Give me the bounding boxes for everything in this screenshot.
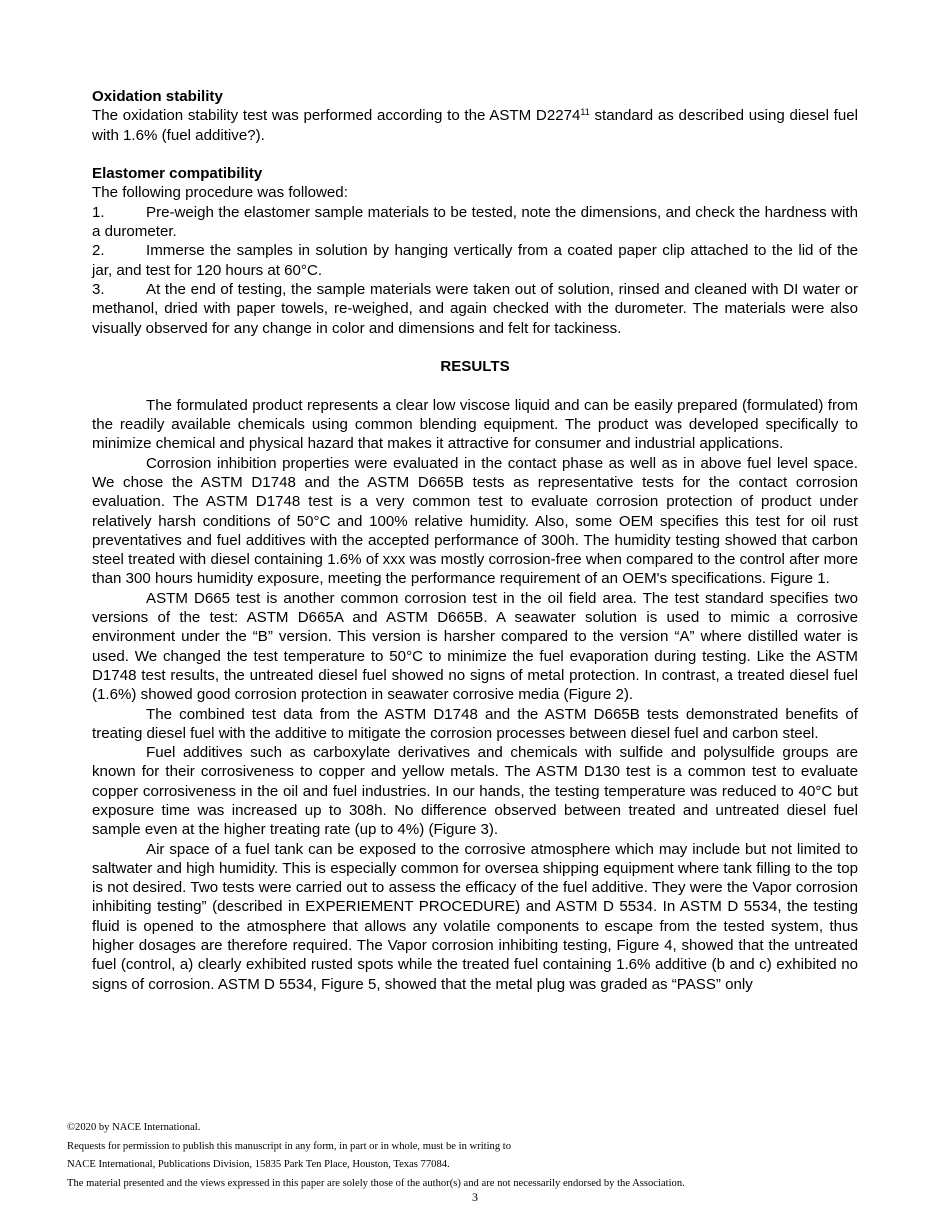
procedure-step <box>92 203 858 242</box>
section-heading-oxidation: Oxidation stability <box>92 88 223 105</box>
results-paragraph: Corrosion inhibition properties were evaluated in the contact phase as well as in above fuel level space. We chose the ASTM D1748 and the ASTM D665B tests as representative tests for the contact corrosion evaluation. The ASTM D1748 test is a very common test to evaluate corrosion protection of product under relatively harsh conditions of 50°C and 100% relative humidity. Also, some OEM specifies this test for oil rust preventatives and fuel additives with the accepted performance of 300h. The humidity testing showed that carbon steel treated with diesel containing 1.6% of xxx was mostly corrosion-free when compared to the control after more than 300 hours humidity exposure, meeting the performance requirement of an OEM's specifications. Figure 1. <box>92 454 858 588</box>
oxidation-paragraph <box>92 106 858 145</box>
footer-line: ©2020 by NACE International. <box>67 1122 201 1133</box>
main-text <box>92 87 858 994</box>
oxidation-text-end: standard as described using diesel fuel with 1.6% (fuel additive?). <box>92 107 858 144</box>
results-paragraph: ASTM D665 test is another common corrosion test in the oil field area. The test standard specifies two versions of the test: ASTM D665A and ASTM D665B. A seawater solution is used to mimic a corrosive environment under the “B” version. This version is harsher compared to the version “A” where distilled water is used. We changed the test temperature to 50°C to minimize the fuel evaporation during testing. Like the ASTM D1748 test results, the untreated diesel fuel showed no signs of metal protection. In contrast, a treated diesel fuel (1.6%) showed good corrosion protection in seawater corrosive media (Figure 2). <box>92 589 858 704</box>
step-text: Immerse the samples in solution by hanging vertically from a coated paper clip attached to the lid of the jar, and test for 120 hours at 60°C. <box>92 242 858 279</box>
footer-line: The material presented and the views expressed in this paper are solely those of the author(s) and are not necessarily endorsed by the Association. <box>67 1177 685 1189</box>
copyright-footer <box>67 1119 897 1193</box>
results-paragraph: The formulated product represents a clear low viscose liquid and can be easily prepared (formulated) from the readily available chemicals using common blending equipment. The product was developed specifically to minimize chemical and physical hazard that makes it attractive for consumer and industrial applications. <box>92 396 858 453</box>
oxidation-text: The oxidation stability test was performed according to the ASTM D2274 <box>92 107 581 125</box>
results-paragraph: Fuel additives such as carboxylate derivatives and chemicals with sulfide and polysulfide groups are known for their corrosiveness to copper and yellow metals. The ASTM D130 test is a common test to evaluate copper corrosiveness in the oil and fuel industries. In our hands, the testing temperature was reduced to 40°C but exposure time was increased up to 308h. No difference observed between treated and untreated diesel fuel sample even at the higher treating rate (up to 4%) (Figure 3). <box>92 744 858 839</box>
spacer <box>92 376 858 395</box>
results-paragraph: The combined test data from the ASTM D1748 and the ASTM D665B tests demonstrated benefits of treating diesel fuel with the additive to mitigate the corrosion processes between diesel fuel and carbon steel. <box>92 705 858 742</box>
spacer <box>92 145 858 164</box>
elastomer-intro: The following procedure was followed: <box>92 184 348 202</box>
page-number: 3 <box>472 1190 478 1204</box>
step-number: 2. <box>92 242 105 260</box>
results-paragraph: Air space of a fuel tank can be exposed to the corrosive atmosphere which may include but not limited to saltwater and high humidity. This is especially common for oversea shipping equipment where tank filling to the top is not desired. Two tests were carried out to assess the efficacy of the fuel additive. They were the Vapor corrosion inhibiting testing” (described in EXPERIEMENT PROCEDURE) and ASTM D 5534. In ASTM D 5534, the testing fluid is opened to the atmosphere that allows any volatile components to escape from the tested system, thus higher dosages are therefore required. The Vapor corrosion inhibiting testing, Figure 4, showed that the untreated fuel (control, a) clearly exhibited rusted spots while the treated fuel containing 1.6% additive (b and c) exhibited no signs of corrosion. ASTM D 5534, Figure 5, showed that the metal plug was graded as “PASS” only <box>92 840 858 993</box>
procedure-step <box>92 280 858 338</box>
section-heading-elastomer: Elastomer compatibility <box>92 165 263 183</box>
spacer <box>92 338 858 357</box>
step-text: At the end of testing, the sample materials were taken out of solution, rinsed and cleaned with DI water or methanol, dried with paper towels, re-weighed, and again checked with the durometer. The materials were also visually observed for any change in color and dimensions and felt for tackiness. <box>92 280 858 337</box>
step-number: 1. <box>92 203 105 221</box>
procedure-step <box>92 241 858 280</box>
results-heading: RESULTS <box>440 358 510 376</box>
footer-line: Requests for permission to publish this manuscript in any form, in part or in whole, must be in writing to <box>67 1140 512 1152</box>
step-text: Pre-weigh the elastomer sample materials to be tested, note the dimensions, and check the hardness with a durometer. <box>92 203 858 241</box>
footer-line: NACE International, Publications Division, 15835 Park Ten Place, Houston, Texas 77084. <box>67 1159 450 1170</box>
step-number: 3. <box>92 280 105 298</box>
citation-superscript: 11 <box>580 107 590 118</box>
